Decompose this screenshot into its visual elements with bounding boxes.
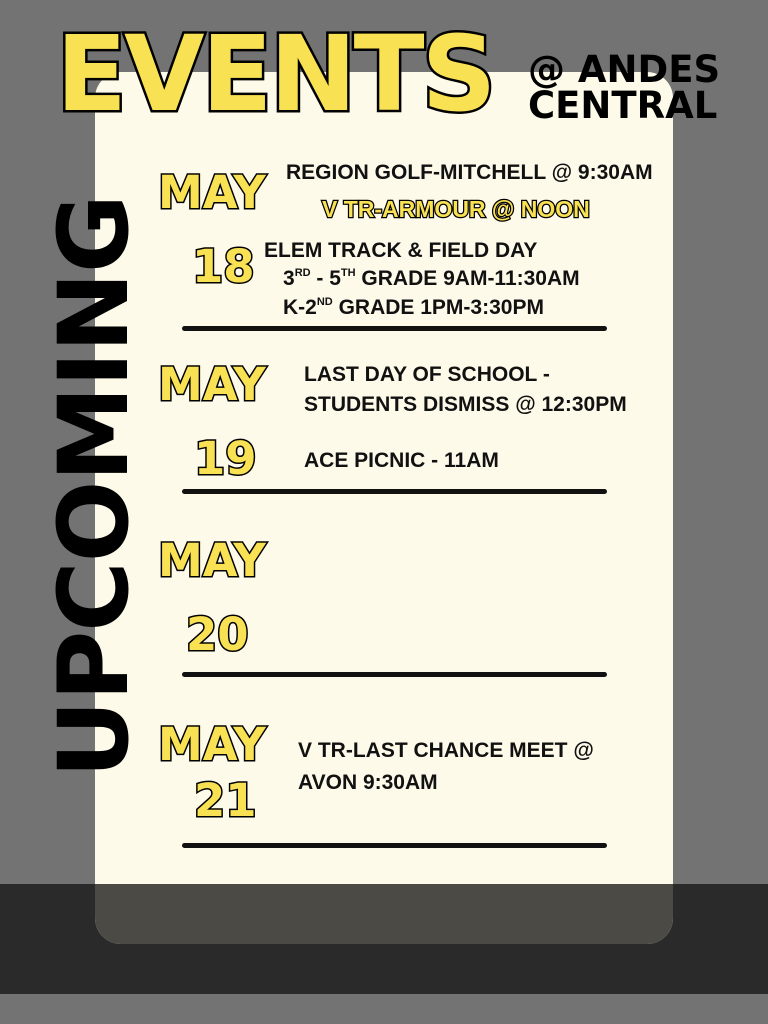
day-number: 18 [192,240,255,293]
month-label: MAY [158,718,266,771]
event-grade-b [283,297,544,318]
page-title: EVENTS [56,13,494,135]
day-number: 19 [194,432,257,485]
event-last-chance-line-2: AVON 9:30AM [298,771,438,794]
card-shade [95,884,673,944]
day-number: 21 [194,774,257,827]
grade-b-end: GRADE 1PM-3:30PM [332,296,544,319]
grade-b-sup: ND [316,296,333,308]
month-label: MAY [158,534,266,587]
grade-a-end: GRADE 9AM-11:30AM [355,267,580,290]
divider [182,843,607,848]
event-track-title: ELEM TRACK & FIELD DAY [264,239,538,262]
location-label [528,48,742,127]
upcoming-vertical-label: UPCOMING [38,195,150,778]
event-last-chance-line-1: V TR-LAST CHANCE MEET @ [298,739,594,762]
grade-a-start: 3 [283,267,295,290]
grade-a-sup1: RD [294,267,311,279]
grade-a-mid: - 5 [310,267,341,290]
divider [182,326,607,331]
event-grade-a [283,268,580,289]
event-region-golf: REGION GOLF-MITCHELL @ 9:30AM [286,161,653,184]
location-line-2: CENTRAL [528,84,718,127]
grade-b-start: K-2 [283,296,317,319]
event-last-day-line-2: STUDENTS DISMISS @ 12:30PM [304,393,627,416]
day-number: 20 [186,608,249,661]
divider [182,672,607,677]
month-label: MAY [158,166,266,219]
grade-a-sup2: TH [340,267,356,279]
month-label: MAY [158,358,266,411]
event-picnic: ACE PICNIC - 11AM [304,449,499,472]
divider [182,489,607,494]
event-last-day-line-1: LAST DAY OF SCHOOL - [304,363,550,386]
location-line-1: @ ANDES [528,48,721,91]
event-highlight: V TR-ARMOUR @ NOON [322,196,590,222]
